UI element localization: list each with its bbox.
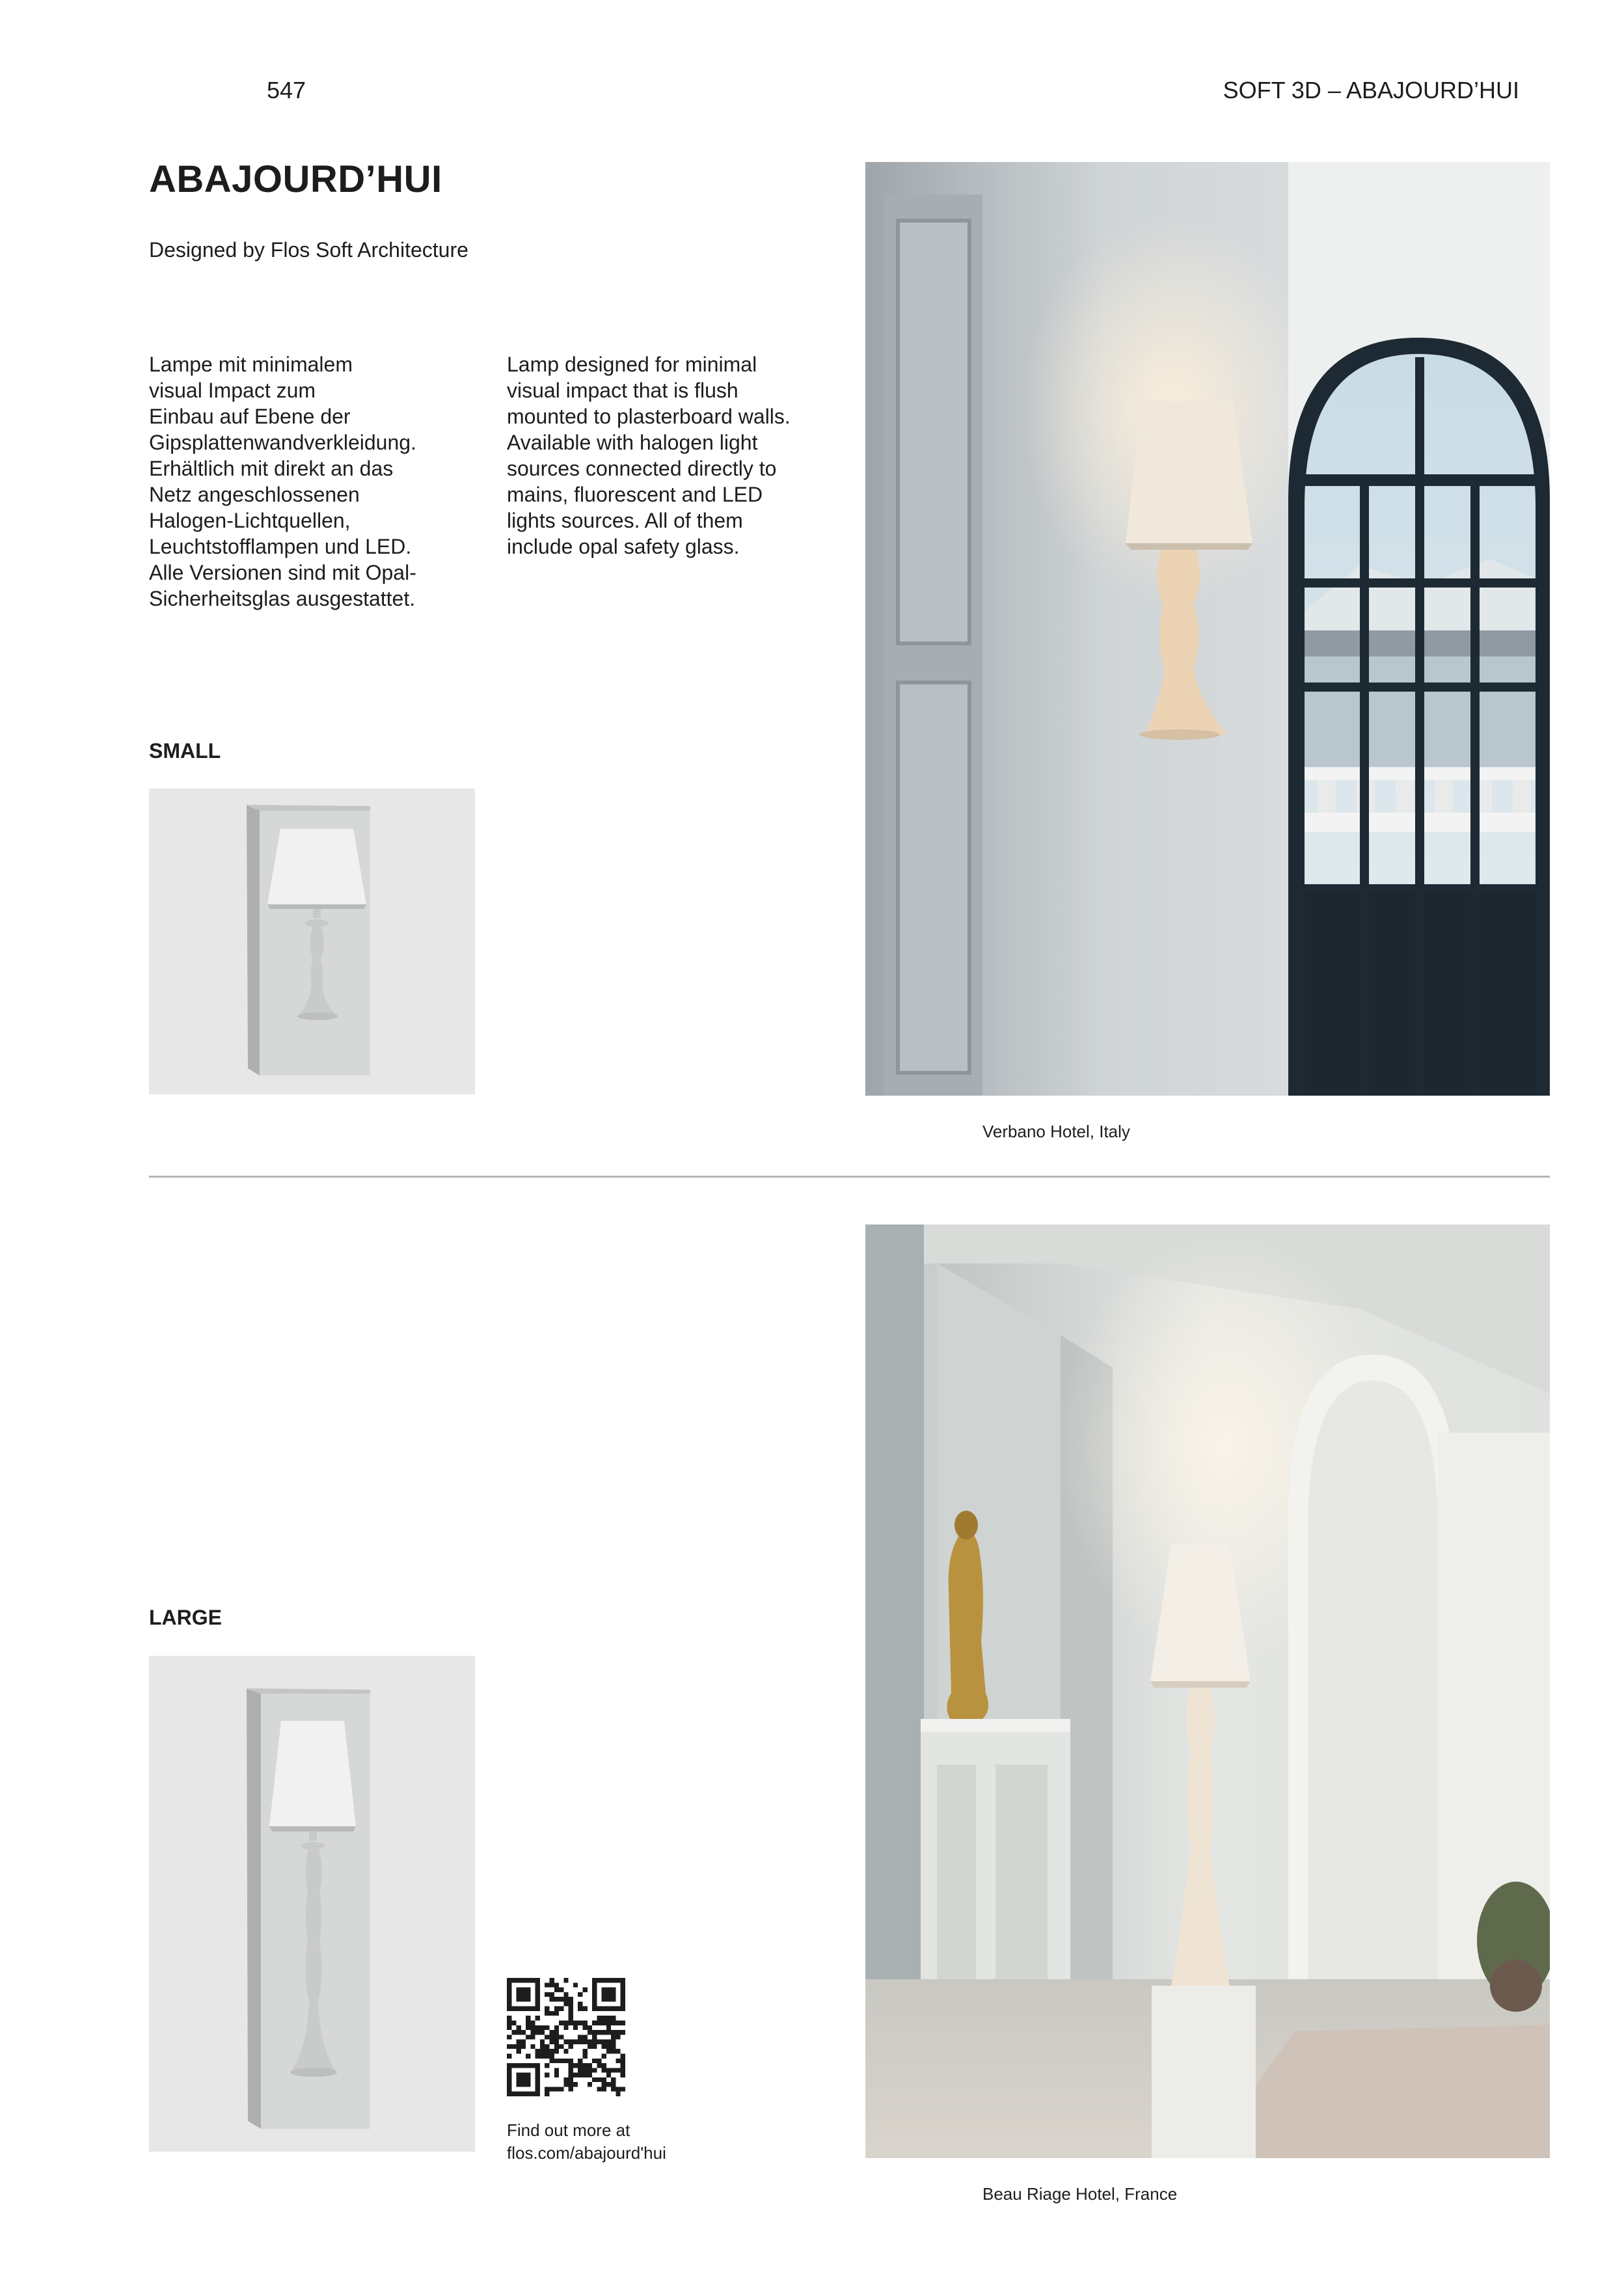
running-title: SOFT 3D – ABAJOURD’HUI — [1223, 77, 1519, 103]
product-title: ABAJOURD’HUI — [149, 158, 442, 200]
qr-caption — [507, 2119, 666, 2165]
qr-caption-line1: Find out more at — [507, 2120, 630, 2140]
description-german: Lampe mit minimalem visual Impact zum Einbau auf Ebene der Gipsplattenwandverkleidung. Erhältlich mit direkt an das Netz angeschlossenen Halogen-Lichtquellen, Leuchtstofflampen und LED. Alle Versionen sind mit Opal- Sicherheitsglas ausgestattet. — [149, 353, 416, 610]
designer-credit: Designed by Flos Soft Architecture — [149, 238, 468, 262]
qr-code[interactable] — [507, 1978, 625, 2096]
beau-riage-hotel-photo — [865, 1224, 1550, 2158]
verbano-hotel-photo — [865, 162, 1550, 1096]
section-divider — [149, 1176, 1550, 1178]
description-english: Lamp designed for minimal visual impact that is flush mounted to plasterboard walls. Available with halogen light sources connected directly to mains, fluorescent and LED lights sources. All of them include opal safety glass. — [507, 353, 791, 558]
caption-verbano-hotel: Verbano Hotel, Italy — [982, 1122, 1130, 1141]
caption-beau-riage-hotel: Beau Riage Hotel, France — [982, 2184, 1178, 2204]
large-lamp-product-image — [149, 1656, 475, 2152]
small-lamp-product-image — [149, 789, 475, 1094]
qr-link[interactable]: flos.com/abajourd'hui — [507, 2143, 666, 2163]
variant-label-large: LARGE — [149, 1606, 222, 1629]
variant-label-small: SMALL — [149, 739, 221, 763]
page-number: 547 — [267, 77, 306, 103]
